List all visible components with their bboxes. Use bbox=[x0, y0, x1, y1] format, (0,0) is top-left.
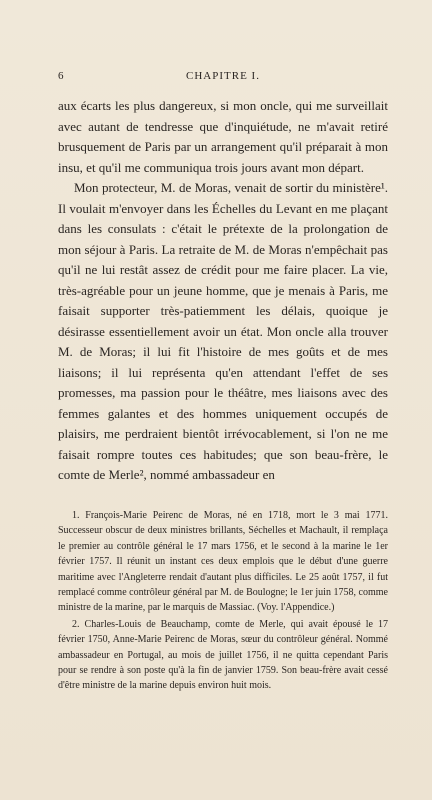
footnote-2: 2. Charles-Louis de Beauchamp, comte de Merle, qui avait épousé le 17 février 1750, Anne-Marie Peirenc de Moras, sœur du contrôleur général. Nommé ambassadeur en Portugal, au mois de juillet 1756, il ne quitta cependant Paris pour se rendre à son poste qu'à la fin de janvier 1759. Son beau-frère avait cessé d'être ministre de la marine depuis environ huit mois. bbox=[58, 618, 388, 692]
paragraph: Mon protecteur, M. de Moras, venait de sortir du ministère¹. Il voulait m'envoyer dans les Échelles du Levant en me plaçant dans les consulats : c'était le prétexte de la prolongation de mon séjour à Paris. La retraite de M. de Moras n'empêchait pas qu'il ne lui restât assez de crédit pour me faire placer. La vie, très-agréable pour un jeune homme, que je menais à Paris, me faisait supporter très-patiemment les délais, quoique je désirasse essentiellement avoir un état. Mon oncle alla trouver M. de Moras; il lui fit l'histoire de mes goûts et de mes liaisons; il lui représenta qu'en attendant l'effet de ses promesses, ma passion pour le théâtre, mes liaisons avec des femmes galantes et des hommes uniquement occupés de plaisirs, me perdraient bientôt irrévocablement, si l'on ne me faisait rompre toutes ces habitudes; que son beau-frère, le comte de Merle², nommé ambassadeur en bbox=[58, 180, 388, 482]
main-text bbox=[58, 96, 388, 486]
page-number: 6 bbox=[58, 70, 64, 82]
footnotes bbox=[58, 508, 388, 694]
chapter-title: CHAPITRE I. bbox=[186, 70, 260, 82]
paragraph-continued: aux écarts les plus dangereux, si mon oncle, qui me surveillait avec autant de tendresse que d'inquiétude, ne m'avait retiré brusquement de Paris par un arrangement qu'il préparait à mon insu, et qu'il me communiqua trois jours avant mon départ. bbox=[58, 98, 388, 175]
running-header bbox=[58, 70, 388, 86]
footnote-1: 1. François-Marie Peirenc de Moras, né en 1718, mort le 3 mai 1771. Successeur obscur de deux ministres brillants, Séchelles et Machault, il remplaça le premier au contrôle général le 17 mars 1756, et le second à la marine le 1er février 1757. Il réunit un instant ces deux emplois que le début d'une guerre maritime avec l'Angleterre rendait d'autant plus difficiles. Le 25 août 1757, il fut remplacé comme contrôleur général par M. de Boulogne; le 1er juin 1758, comme ministre de la marine, par le marquis de Massiac. (Voy. l'Appendice.) bbox=[58, 510, 388, 614]
